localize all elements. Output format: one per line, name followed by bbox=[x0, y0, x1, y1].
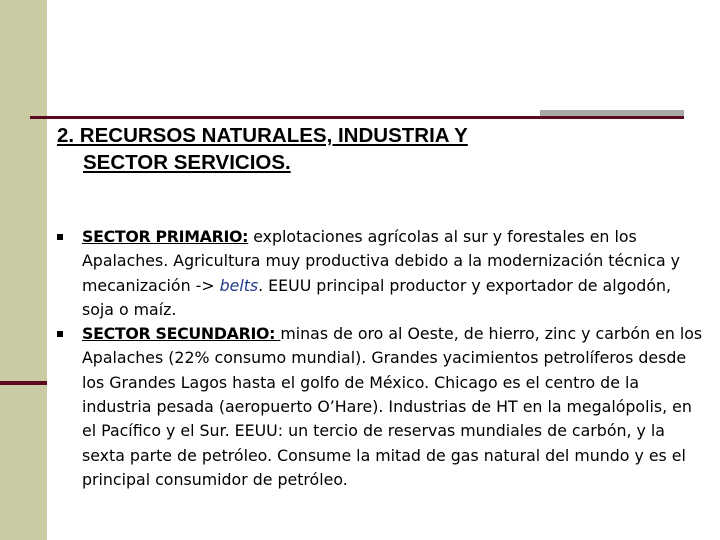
bullet-term: SECTOR SECUNDARIO: bbox=[82, 324, 281, 344]
bullet-term: SECTOR PRIMARIO: bbox=[82, 227, 249, 246]
bullet-text bbox=[82, 225, 707, 322]
slide-title-line2: SECTOR SERVICIOS. bbox=[83, 151, 291, 174]
bullet-list bbox=[57, 225, 707, 492]
bullet-body-continued: . EEUU principal productor y exportador de algodón, soja o maíz. bbox=[82, 275, 672, 319]
square-bullet-icon bbox=[57, 331, 63, 337]
sidebar-band bbox=[0, 0, 47, 540]
title-rule bbox=[30, 116, 684, 119]
slide-title-line1: 2. RECURSOS NATURALES, INDUSTRIA Y bbox=[57, 124, 468, 147]
bullet-primary-sector bbox=[57, 225, 707, 322]
bullet-text bbox=[82, 322, 707, 492]
slide-title bbox=[57, 122, 657, 176]
square-bullet-icon bbox=[57, 234, 63, 240]
bullet-body: minas de oro al Oeste, de hierro, zinc y carbón en los Apalaches (22% consumo mundial). Grandes yacimientos petrolíferos desde los Grandes Lagos hasta el golfo de México. Chicago es el centro de la industria pesada (aeropuerto O’Hare). Industrias de HT en la megalópolis, en el Pacífico y el Sur. EEUU: un tercio de reservas mundiales de carbón, y la sexta parte de petróleo. Consume la mitad de gas natural del mundo y es el principal consumidor de petróleo. bbox=[82, 324, 703, 489]
sidebar-accent-line bbox=[0, 381, 47, 385]
bullet-emphasis: belts bbox=[219, 275, 259, 295]
bullet-secondary-sector bbox=[57, 322, 707, 492]
bullet-body: explotaciones agrícolas al sur y forestales en los Apalaches. Agricultura muy productiva debido a la modernización técnica y mecanización -> bbox=[82, 227, 681, 295]
